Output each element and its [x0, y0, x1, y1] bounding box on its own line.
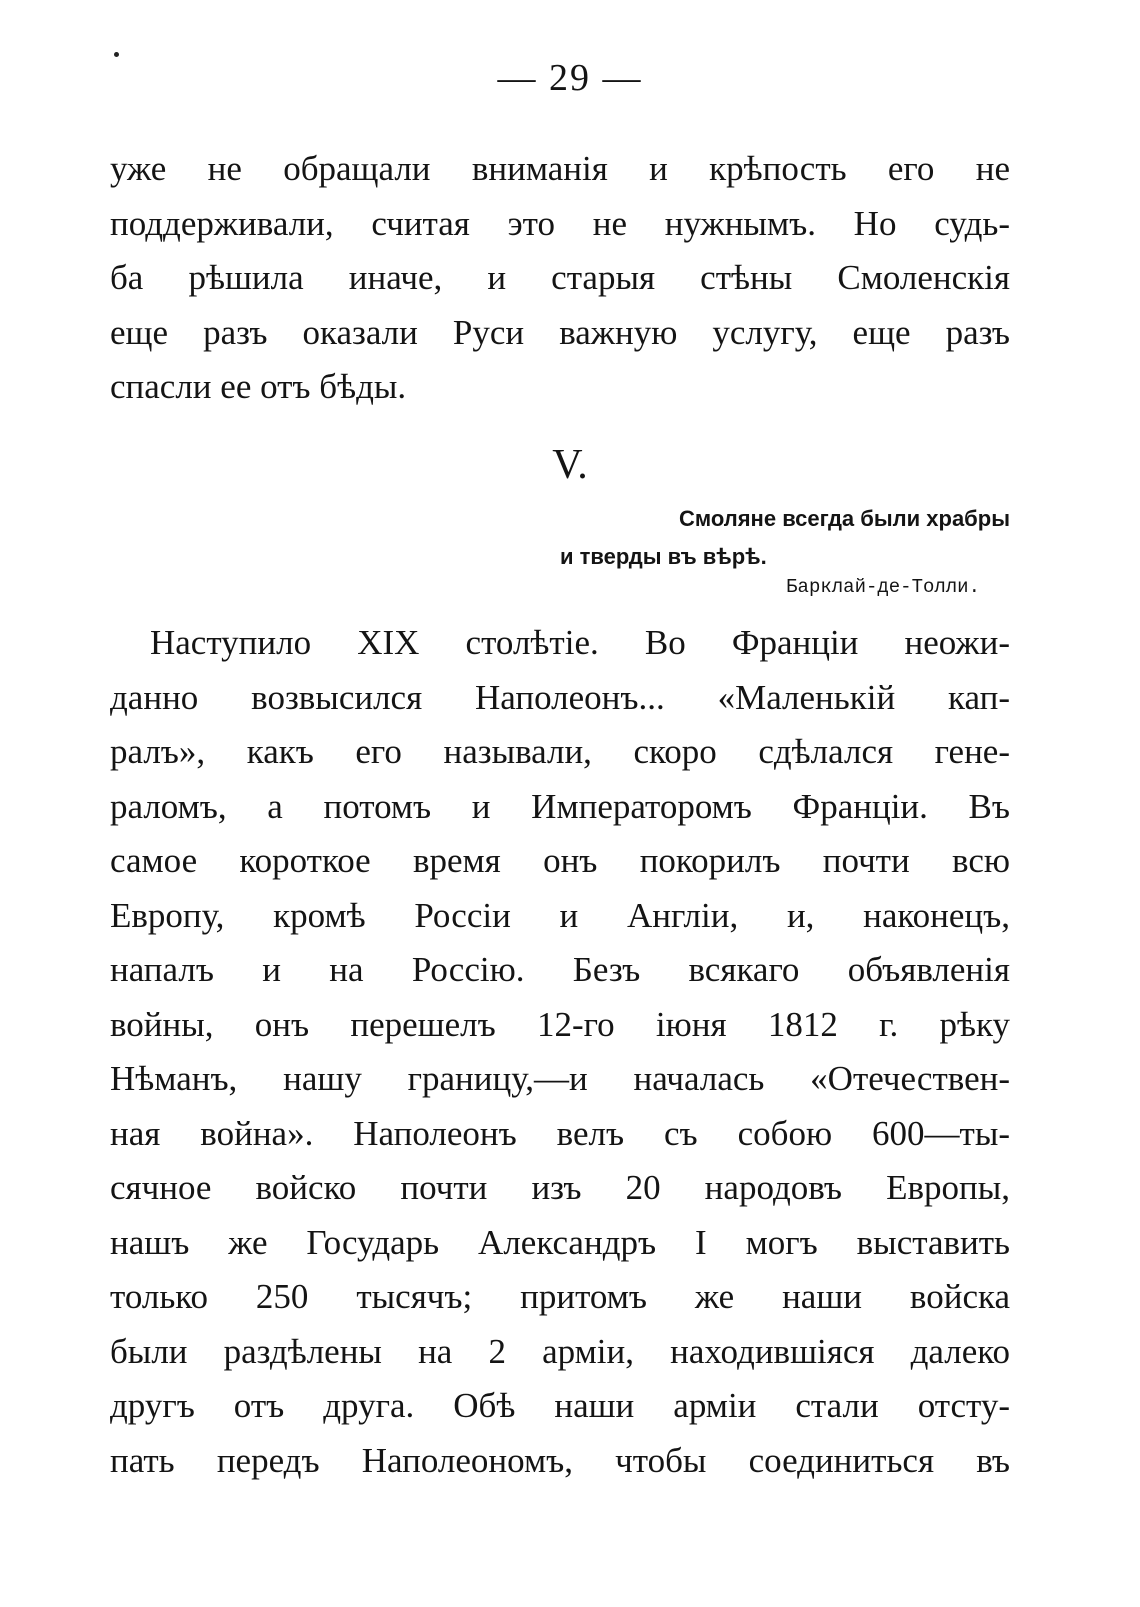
text-line: Наступило XIX столѣтіе. Во Франціи неожи- [150, 623, 1010, 662]
text-line: другъ отъ друга. Обѣ наши арміи стали отсту- [110, 1386, 1010, 1425]
text-line: спасли ее отъ бѣды. [110, 367, 407, 406]
text-line: данно возвысился Наполеонъ... «Маленькій кап- [110, 677, 1010, 717]
text-line: напалъ и на Россію. Безъ всякаго объявленія [110, 950, 1010, 989]
epigraph-line: и тверды въ вѣрѣ. [560, 544, 767, 569]
text-line: уже не обращали вниманія и крѣпость его не [110, 149, 1010, 188]
text-line: ба рѣшила иначе, и старыя стѣны Смоленскія [110, 258, 1010, 297]
text-line: поддерживали, считая это не нужнымъ. Но судь- [110, 203, 1010, 243]
page-number: — 29 — [497, 57, 643, 99]
text-line: ная война». Наполеонъ велъ съ собою 600—ты- [110, 1113, 1010, 1153]
text-line: пать передъ Наполеономъ, чтобы соединиться въ [110, 1440, 1010, 1480]
text-line: раломъ, а потомъ и Императоромъ Франціи. Въ [110, 786, 1010, 826]
text-line: еще разъ оказали Руси важную услугу, еще разъ [110, 312, 1010, 352]
text-line: войны, онъ перешелъ 12-го іюня 1812 г. рѣку [110, 1004, 1010, 1044]
text-line: Европу, кромѣ Россіи и Англіи, и, наконецъ, [110, 895, 1010, 935]
text-line: нашъ же Государь Александръ I могъ выставить [110, 1222, 1010, 1262]
text-line: только 250 тысячъ; притомъ же наши войска [110, 1277, 1010, 1316]
text-line: Нѣманъ, нашу границу,—и началась «Отечествен- [110, 1059, 1010, 1098]
text-line: были раздѣлены на 2 арміи, находившіяся далеко [110, 1331, 1010, 1371]
epigraph [560, 500, 1010, 576]
chapter-heading: V. [552, 442, 588, 488]
text-line: самое короткое время онъ покорилъ почти всю [110, 841, 1010, 880]
paragraph-main [110, 616, 1010, 1488]
epigraph-attribution: Барклай-де-Толли. [786, 576, 980, 598]
text-line: сячное войско почти изъ 20 народовъ Европы, [110, 1168, 1010, 1207]
paragraph-continued [110, 142, 1010, 415]
epigraph-line: Смоляне всегда были храбры [678, 506, 1010, 531]
text-line: ралъ», какъ его называли, скоро сдѣлался гене- [110, 732, 1010, 771]
